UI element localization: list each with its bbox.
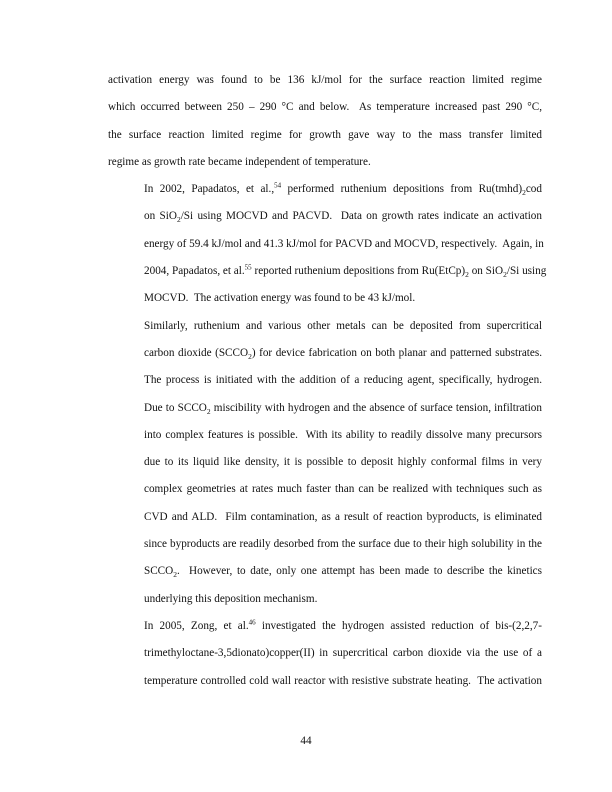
text-line: on SiO$_2$/Si using MOCVD and PACVD. Data on growth rates indicate an activation (144, 210, 542, 225)
text-line: the surface reaction limited regime for growth gave way to the mass transfer limited (108, 128, 542, 141)
paragraph-zong (108, 613, 542, 695)
text-line: Similarly, ruthenium and various other metals can be deposited from supercritical (144, 319, 542, 332)
page-body (108, 67, 547, 695)
text-line: regime as growth rate became independent of temperature. (108, 155, 371, 168)
text-line: The process is initiated with the addition of a reducing agent, specifically, hydrogen. (144, 374, 542, 387)
text-line: CVD and ALD. Film contamination, as a result of reaction byproducts, is eliminated (144, 510, 542, 523)
text-line: In 2002, Papadatos, et al.,$^{54}$ performed ruthenium depositions from $Ru(tmhd)_2cod$ (144, 181, 542, 198)
text-line: which occurred between 250 – 290 °C and below. As temperature increased past 290 °C, (108, 101, 542, 114)
text-line: into complex features is possible. With its ability to readily dissolve many precursors (144, 428, 542, 441)
text-line: $SCCO_2$. However, to date, only one attempt has been made to describe the kinetics (144, 565, 542, 580)
text-line: In 2005, Zong, et al.$^{46}$ investigated the hydrogen assisted reduction of bis-(2,2,7- (144, 618, 542, 632)
text-line: temperature controlled cold wall reactor with resistive substrate heating. The activation (144, 674, 542, 687)
text-line: 2004, Papadatos, et al.$^{55}$ reported ruthenium depositions from $Ru(EtCp)_2$ on SiO$_2$/Si using (144, 263, 547, 280)
citation-54: 54 (274, 181, 282, 190)
text-line: MOCVD. The activation energy was found to be 43 kJ/mol. (144, 292, 416, 305)
paragraph-activation-energy (108, 67, 542, 176)
text-line: activation energy was found to be 136 kJ/mol for the surface reaction limited regime (108, 74, 542, 86)
citation-55: 55 (244, 263, 252, 272)
paragraph-papadatos (108, 176, 547, 312)
citation-46: 46 (248, 618, 256, 627)
text-line: Due to $SCCO_2$ miscibility with hydrogen and the absence of surface tension, infiltration (144, 401, 542, 416)
text-line: underlying this deposition mechanism. (144, 592, 318, 605)
text-line: complex geometries at rates much faster than can be realized with techniques such as (144, 483, 542, 496)
text-line: trimethyloctane-3,5dionato)copper(II) in supercritical carbon dioxide via the use of a (144, 647, 542, 660)
page-number: 44 (300, 735, 312, 747)
text-line: energy of 59.4 kJ/mol and 41.3 kJ/mol for PACVD and MOCVD, respectively. Again, in (144, 237, 544, 250)
text-line: since byproducts are readily desorbed from the surface due to their high solubility in the (144, 538, 542, 551)
paragraph-scco2 (108, 313, 542, 613)
text-line: due to its liquid like density, it is possible to deposit highly conformal films in very (144, 456, 542, 469)
text-line: carbon dioxide $(SCCO_2)$ for device fabrication on both planar and patterned substrates. (144, 346, 543, 362)
